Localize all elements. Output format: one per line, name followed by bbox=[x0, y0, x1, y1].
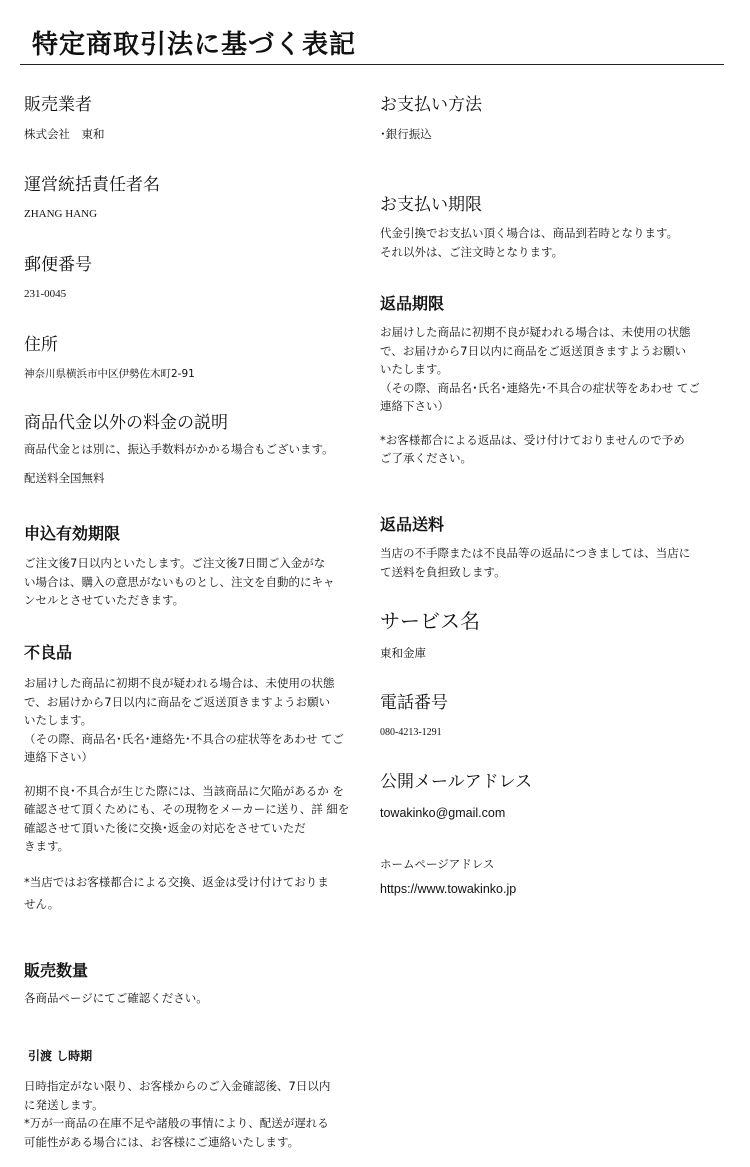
fees-heading: 商品代金以外の料金の説明 bbox=[24, 413, 228, 433]
fees-section bbox=[24, 412, 354, 487]
deadline-heading: 申込有効期限 bbox=[24, 524, 121, 543]
title-divider bbox=[20, 64, 724, 65]
phone-value: 080-4213-1291 bbox=[380, 727, 442, 738]
postal-heading: 郵便番号 bbox=[24, 255, 92, 275]
quantity-section bbox=[24, 960, 354, 1008]
quantity-value: 各商品ページにてご確認ください。 bbox=[24, 991, 208, 1005]
return-period-para-1: お届けした商品に初期不良が疑われる場合は、未使用の状態 で、お届けから7日以内に商品をご返送頂きますようお願い いたします。 （その際、商品名･氏名･連絡先･不具合の症状等をあわせ てご 連絡下さい） bbox=[380, 325, 700, 413]
seller-heading: 販売業者 bbox=[24, 95, 92, 115]
address-value: 神奈川県横浜市中区伊勢佐木町2-91 bbox=[24, 368, 195, 380]
delivery-text: 日時指定がない限り、お客様からのご入金確認後、7日以内 に発送します。 *万が一商品の在庫不足や諸般の事情により、配送が遅れる 可能性がある場合には、お客様にご連絡いたします。 bbox=[24, 1079, 331, 1149]
homepage-label: ホームページアドレス bbox=[380, 857, 495, 871]
fees-line-1: 商品代金とは別に、振込手数料がかかる場合もございます。 bbox=[24, 442, 334, 456]
postal-section bbox=[24, 254, 354, 304]
deadline-section bbox=[24, 523, 354, 610]
payment-deadline-text: 代金引換でお支払い頂く場合は、商品到若時となります。 それ以外は、ご注文時となります。 bbox=[380, 226, 679, 259]
postal-value: 231-0045 bbox=[24, 288, 67, 300]
manager-value: ZHANG HANG bbox=[24, 208, 98, 220]
email-section bbox=[380, 771, 710, 823]
address-section bbox=[24, 334, 354, 384]
delivery-section bbox=[24, 1045, 354, 1151]
defect-heading: 不良品 bbox=[24, 643, 73, 662]
delivery-heading: 引渡 し時期 bbox=[28, 1049, 93, 1063]
payment-method-value: ･銀行振込 bbox=[380, 127, 432, 141]
return-period-heading: 返品期限 bbox=[380, 294, 445, 313]
return-period-section bbox=[380, 293, 710, 468]
defect-para-1: お届けした商品に初期不良が疑われる場合は、未使用の状態 で、お届けから7日以内に商品をご返送頂きますようお願い いたします。 （その際、商品名･氏名･連絡先･不具合の症状等をあわせ てご 連絡下さい） bbox=[24, 676, 344, 764]
payment-method-section bbox=[380, 94, 710, 144]
return-shipping-section bbox=[380, 514, 710, 581]
deadline-text: ご注文後7日以内といたします。ご注文後7日間ご入金がな い場合は、購入の意思がないものとし、注文を自動的にキャ ンセルとさせていただきます。 bbox=[24, 556, 335, 607]
phone-section bbox=[380, 692, 710, 743]
seller-value: 株式会社 東和 bbox=[24, 127, 105, 141]
service-value: 東和金庫 bbox=[380, 646, 426, 660]
manager-section bbox=[24, 174, 354, 224]
email-value[interactable]: towakinko@gmail.com bbox=[380, 806, 506, 820]
homepage-section bbox=[380, 855, 710, 898]
manager-heading: 運営統括責任者名 bbox=[24, 175, 160, 195]
fees-line-2: 配送料全国無料 bbox=[24, 470, 105, 485]
payment-method-heading: お支払い方法 bbox=[380, 95, 482, 115]
defect-para-2: 初期不良･不具合が生じた際には、当該商品に欠陥があるか を 確認させて頂くためにも、その現物をメーカーに送り、詳 細を 確認させて頂いた後に交換･返金の対応をさせていただ きます。 bbox=[24, 783, 350, 853]
return-shipping-heading: 返品送料 bbox=[380, 515, 445, 534]
defect-section bbox=[24, 642, 354, 915]
payment-deadline-section bbox=[380, 194, 710, 261]
page-title: 特定商取引法に基づく表記 bbox=[32, 30, 357, 60]
quantity-heading: 販売数量 bbox=[24, 961, 89, 980]
address-heading: 住所 bbox=[24, 335, 58, 355]
email-heading: 公開メールアドレス bbox=[380, 772, 533, 792]
service-section bbox=[380, 608, 710, 663]
return-shipping-text: 当店の不手際または不良品等の返品につきましては、当店に て送料を負担致します。 bbox=[380, 546, 691, 579]
seller-section bbox=[24, 94, 354, 144]
return-period-para-2: *お客様都合による返品は、受け付けておりませんので予め ご了承ください。 bbox=[380, 432, 685, 465]
homepage-link[interactable]: https://www.towakinko.jp bbox=[380, 881, 517, 896]
service-heading: サービス名 bbox=[380, 609, 480, 633]
phone-heading: 電話番号 bbox=[380, 693, 448, 713]
defect-para-3: *当店ではお客様都合による交換、返金は受け付けておりま せん。 bbox=[24, 874, 329, 911]
payment-deadline-heading: お支払い期限 bbox=[380, 195, 482, 215]
